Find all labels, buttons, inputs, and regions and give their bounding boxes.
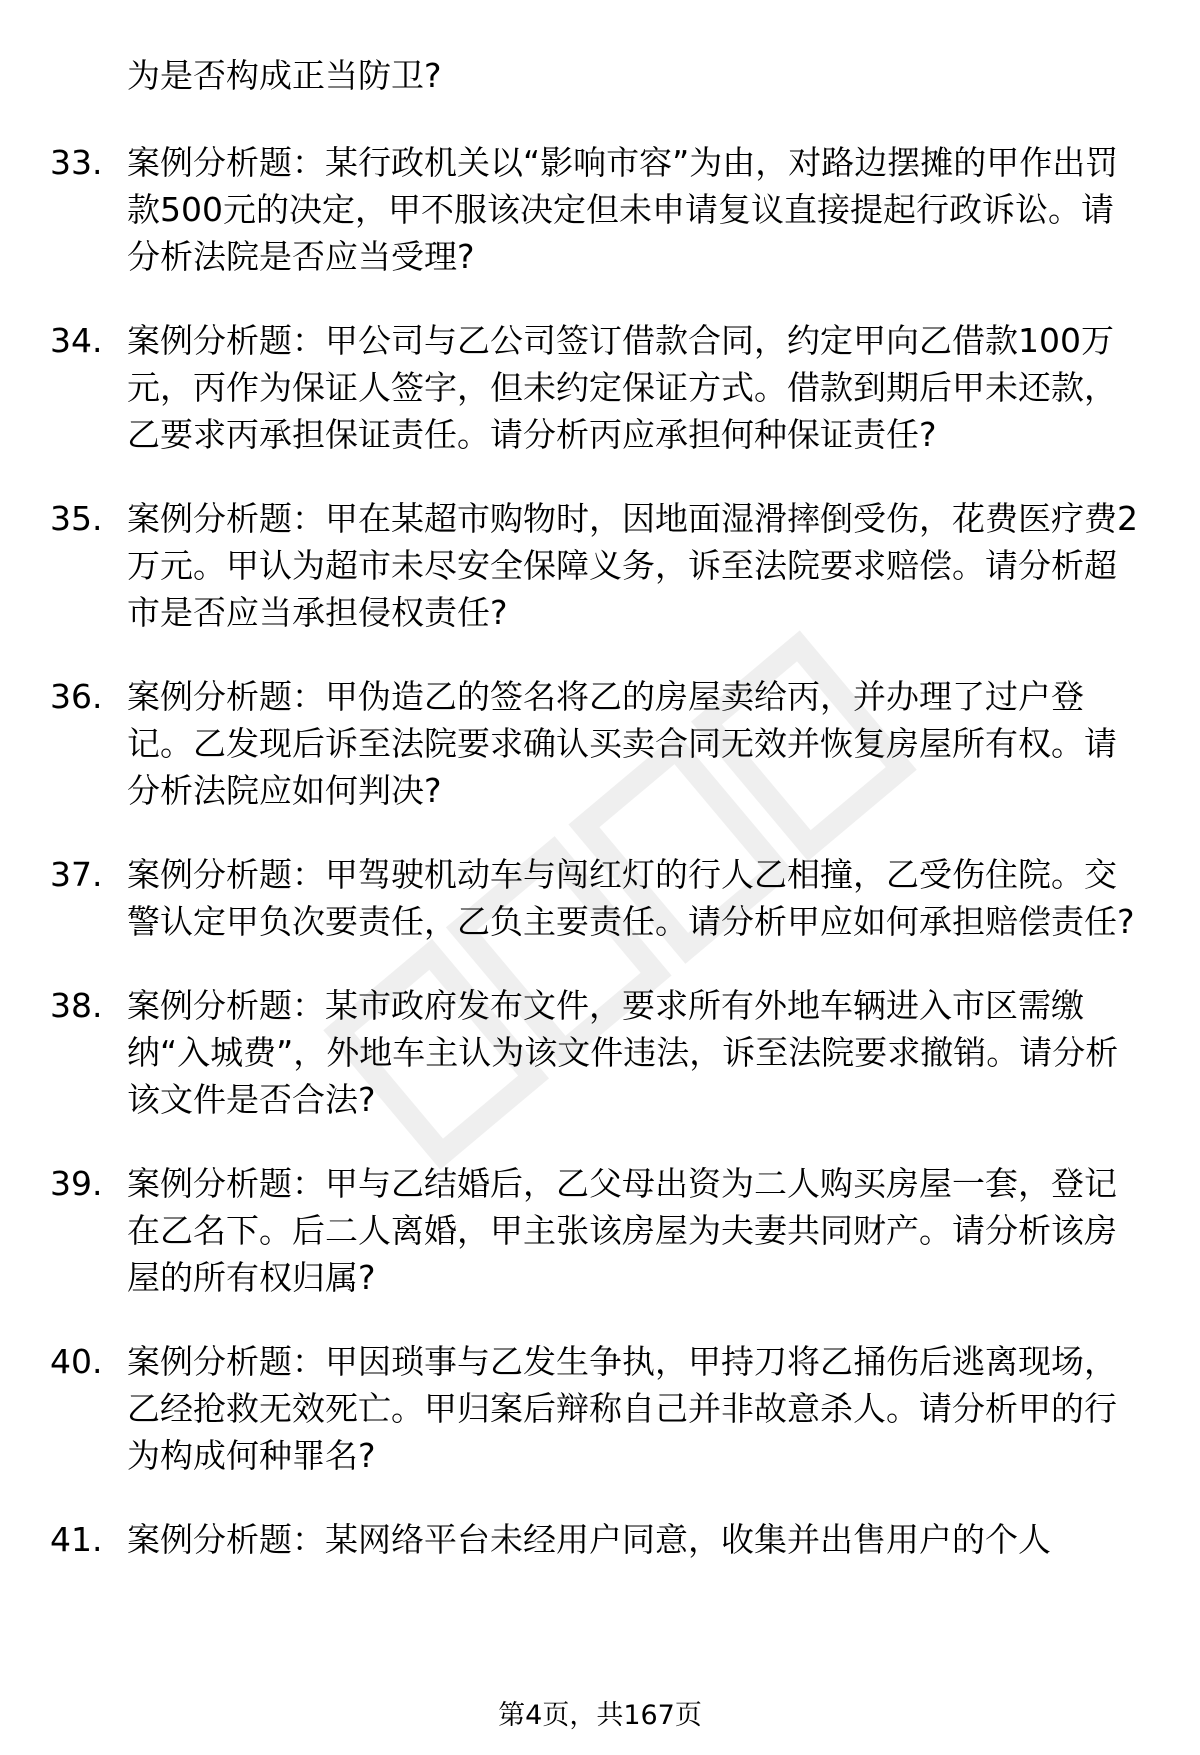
question-item (50, 1516, 1140, 1563)
previous-question-continuation: 为是否构成正当防卫? (127, 56, 442, 95)
question-item (50, 982, 1140, 1123)
question-number: 37. (50, 855, 103, 894)
question-number: 34. (50, 321, 103, 360)
question-number: 39. (50, 1164, 103, 1203)
question-item (50, 139, 1140, 280)
question-text: 案例分析题：某网络平台未经用户同意，收集并出售用户的个人 (127, 1520, 1051, 1559)
question-item (50, 673, 1140, 814)
document-body (50, 52, 1140, 1600)
question-text: 案例分析题：甲在某超市购物时，因地面湿滑摔倒受伤，花费医疗费2万元。甲认为超市未尽安全保障义务，诉至法院要求赔偿。请分析超市是否应当承担侵权责任? (127, 499, 1138, 632)
question-text: 案例分析题：甲驾驶机动车与闯红灯的行人乙相撞，乙受伤住院。交警认定甲负次要责任，乙负主要责任。请分析甲应如何承担赔偿责任? (127, 855, 1135, 941)
question-text: 案例分析题：某市政府发布文件，要求所有外地车辆进入市区需缴纳“入城费”，外地车主认为该文件违法，诉至法院要求撤销。请分析该文件是否合法? (127, 986, 1119, 1119)
question-number: 38. (50, 986, 103, 1025)
question-item (50, 851, 1140, 945)
question-item (50, 1160, 1140, 1301)
question-number: 35. (50, 499, 103, 538)
question-text: 案例分析题：甲公司与乙公司签订借款合同，约定甲向乙借款100万元，丙作为保证人签字，但未约定保证方式。借款到期后甲未还款，乙要求丙承担保证责任。请分析丙应承担何种保证责任? (127, 321, 1117, 454)
page-footer: 第4页，共167页 (498, 1700, 702, 1731)
question-number: 41. (50, 1520, 103, 1559)
question-item (50, 495, 1140, 636)
question-text: 案例分析题：甲伪造乙的签名将乙的房屋卖给丙，并办理了过户登记。乙发现后诉至法院要求确认买卖合同无效并恢复房屋所有权。请分析法院应如何判决? (127, 677, 1117, 810)
question-text: 案例分析题：甲因琐事与乙发生争执，甲持刀将乙捅伤后逃离现场，乙经抢救无效死亡。甲归案后辩称自己并非故意杀人。请分析甲的行为构成何种罪名? (127, 1342, 1117, 1475)
question-number: 33. (50, 143, 103, 182)
question-item (50, 317, 1140, 458)
question-text: 案例分析题：某行政机关以“影响市容”为由，对路边摆摊的甲作出罚款500元的决定，甲不服该决定但未申请复议直接提起行政诉讼。请分析法院是否应当受理? (127, 143, 1119, 276)
question-number: 36. (50, 677, 103, 716)
question-text: 案例分析题：甲与乙结婚后，乙父母出资为二人购买房屋一套，登记在乙名下。后二人离婚，甲主张该房屋为夫妻共同财产。请分析该房屋的所有权归属? (127, 1164, 1117, 1297)
question-number: 40. (50, 1342, 103, 1381)
question-item (50, 1338, 1140, 1479)
